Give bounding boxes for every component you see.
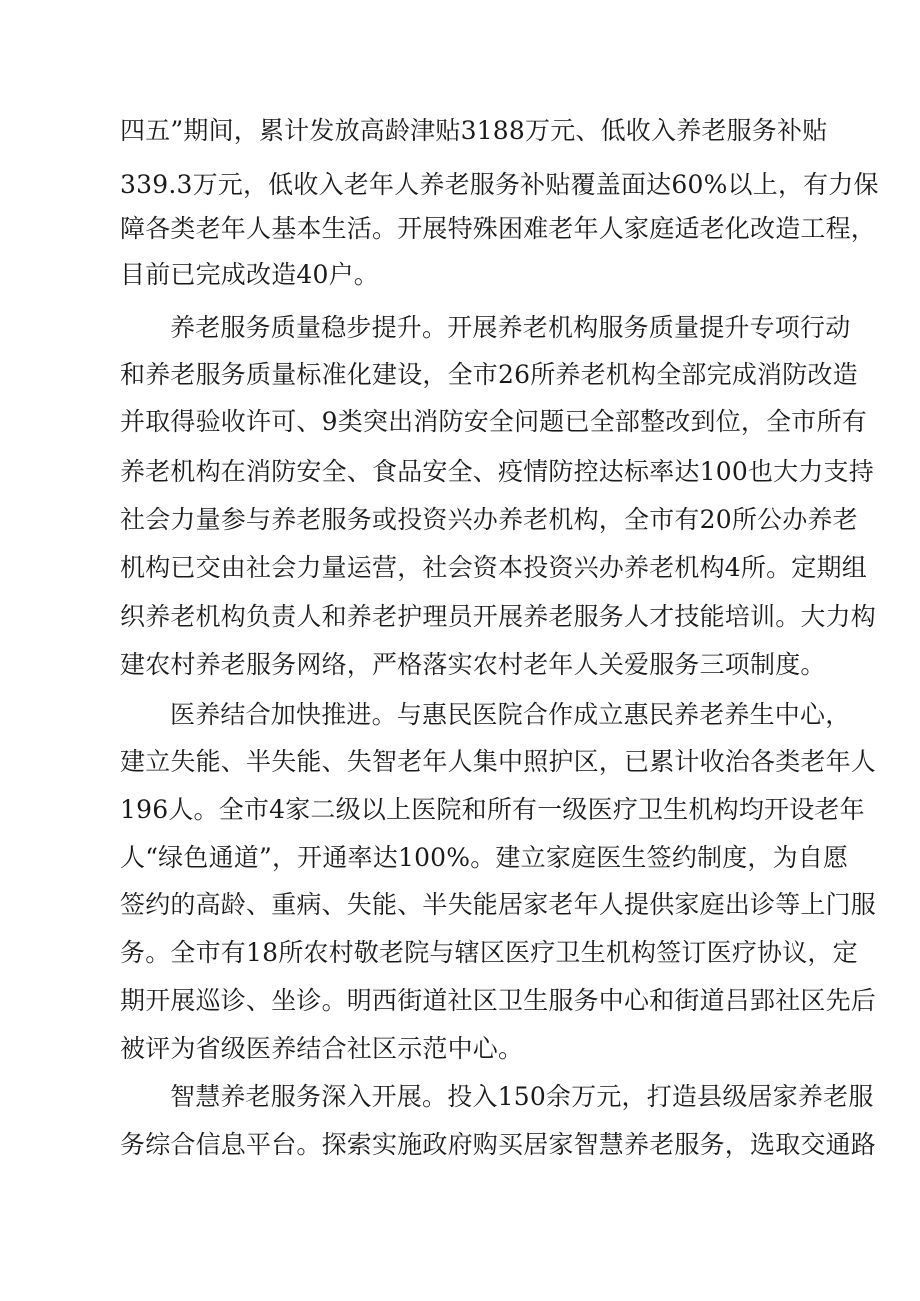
text-line: 务。全市有18所农村敬老院与辖区医疗卫生机构签订医疗协议，定 (120, 938, 858, 967)
text-line: 建农村养老服务网络，严格落实农村老年人关爱服务三项制度。 (120, 650, 826, 679)
text-line: 智慧养老服务深入开展。投入150余万元，打造县级居家养老服 (170, 1082, 874, 1111)
text-line: 目前已完成改造40户。 (120, 260, 380, 289)
text-line: 339.3万元，低收入老年人养老服务补贴覆盖面达60%以上，有力保 (120, 170, 879, 199)
text-line: 并取得验收许可、9类突出消防安全问题已全部整改到位，全市所有 (120, 407, 867, 436)
text-line: 建立失能、半失能、失智老年人集中照护区，已累计收治各类老年人 (120, 747, 877, 776)
text-line: 社会力量参与养老服务或投资兴办养老机构，全市有20所公办养老 (120, 505, 858, 534)
text-line: 签约的高龄、重病、失能、半失能居家老年人提供家庭出诊等上门服 (120, 890, 877, 919)
text-line: 196人。全市4家二级以上医院和所有一级医疗卫生机构均开设老年 (120, 795, 865, 824)
text-line: 织养老机构负责人和养老护理员开展养老服务人才技能培训。大力构 (120, 602, 877, 631)
text-line: 期开展巡诊、坐诊。明西街道社区卫生服务中心和街道吕郢社区先后 (120, 986, 877, 1015)
text-line: 务综合信息平台。探索实施政府购买居家智慧养老服务，选取交通路 (120, 1130, 877, 1159)
text-line: 四五”期间，累计发放高龄津贴3188万元、低收入养老服务补贴 (120, 116, 828, 145)
text-line: 机构已交由社会力量运营，社会资本投资兴办养老机构4所。定期组 (120, 553, 867, 582)
text-line: 养老服务质量稳步提升。开展养老机构服务质量提升专项行动 (170, 313, 851, 342)
text-line: 障各类老年人基本生活。开展特殊困难老年人家庭适老化改造工程， (120, 214, 877, 243)
text-line: 人“绿色通道”，开通率达100%。建立家庭医生签约制度，为自愿 (120, 843, 849, 872)
text-line: 医养结合加快推进。与惠民医院合作成立惠民养老养生中心， (170, 700, 851, 729)
text-line: 养老机构在消防安全、食品安全、疫情防控达标率达100也大力支持 (120, 457, 874, 486)
text-line: 和养老服务质量标准化建设，全市26所养老机构全部完成消防改造 (120, 360, 858, 389)
text-line: 被评为省级医养结合社区示范中心。 (120, 1034, 524, 1063)
